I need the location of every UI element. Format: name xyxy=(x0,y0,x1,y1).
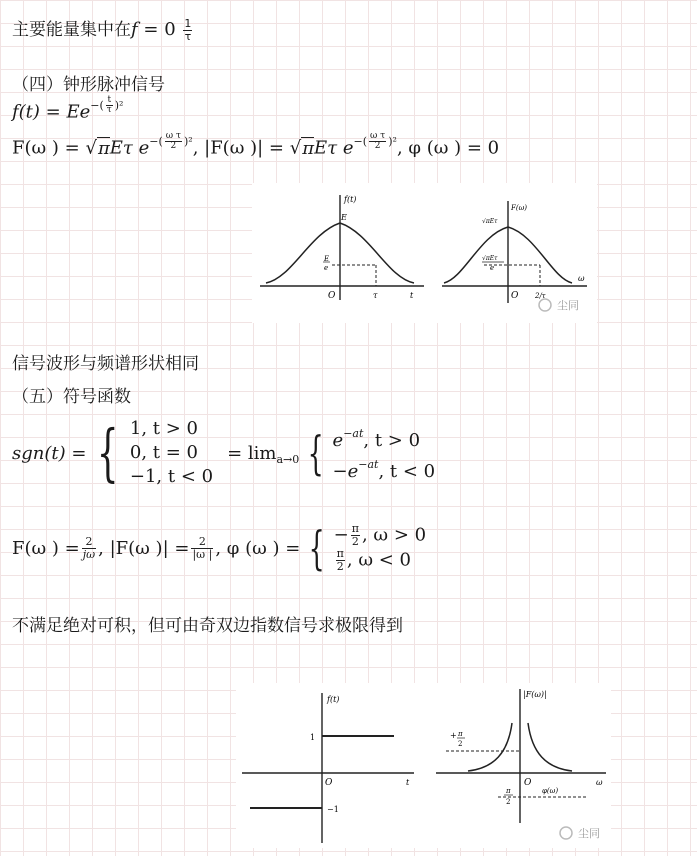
phase-brace: { xyxy=(308,521,326,575)
watermark-1-icon xyxy=(539,299,551,311)
sgn-left-xlabel: t xyxy=(406,778,410,787)
bell-spectrum-equation: F(ω ) = √πEτ $e^{-( \frac{\text{ω τ}}{2} )^2}$, |F(ω )| = √πEτ $e^{-( \frac{\text{ω τ}}{2} )^2}$, φ (ω ) = 0 xyxy=(12,131,500,159)
section5-heading: （五）符号函数 xyxy=(12,387,131,407)
sgn-right-ylabel: |F(ω)| xyxy=(523,690,547,699)
right-xtick: 2/τ xyxy=(535,292,546,300)
bell-time-exponent: −( t τ )² xyxy=(90,95,124,115)
limit-text: 不满足绝对可积，但可由奇双边指数信号求极限得到 xyxy=(12,616,403,636)
left-ylabel: f(t) xyxy=(344,195,357,204)
sgn-svg xyxy=(236,683,611,848)
energy-f: f xyxy=(131,19,138,40)
energy-fraction: $\frac{1}{\tau}$ xyxy=(184,17,192,43)
sgn-cases: 1, t > 0 0, t = 0 −1, t < 0 xyxy=(129,418,214,487)
sgn-limit-cases: $e^{-at}$, t > 0 $-e^{-at}$, t < 0 xyxy=(332,427,436,482)
section4-heading: （四）钟形脉冲信号 xyxy=(12,75,165,95)
left-origin: O xyxy=(328,291,336,301)
energy-eq: = 0 xyxy=(137,19,182,40)
left-xtick: τ xyxy=(373,291,378,300)
sgn-equation: sgn(t) = { 1, t > 0 0, t = 0 −1, t < 0 = lim a→0 { $e^{-at}$, t > 0 $-e^{-at}$, t < 0 xyxy=(12,416,436,489)
left-half-den: e xyxy=(324,264,329,272)
phase-label: φ(ω) xyxy=(542,787,559,795)
right-peak-label: √πEτ xyxy=(482,218,498,225)
phase-neg-num: π xyxy=(506,787,511,795)
sgn-right-xlabel: ω xyxy=(596,778,603,787)
bell-pulse-figure xyxy=(252,183,597,323)
right-half-den: e xyxy=(490,264,495,272)
sgn-figure xyxy=(236,683,611,848)
phase-pos-den: 2 xyxy=(458,740,463,748)
right-half-num: √πEτ xyxy=(482,255,498,262)
left-xlabel: t xyxy=(410,291,414,300)
watermark-1-text: 尘同 xyxy=(557,299,579,312)
sgn-magnitude-right xyxy=(528,723,572,771)
right-ylabel: F(ω) xyxy=(511,204,528,212)
phase-cases: − $\frac{\pi}{2}$ , ω > 0 $\frac{\pi}{2}$ , ω < 0 xyxy=(333,522,427,573)
watermark-2-text: 尘同 xyxy=(578,827,600,840)
sgn-magnitude-left xyxy=(468,723,512,771)
watermark-1 xyxy=(539,298,579,312)
left-half-num: E xyxy=(324,255,330,263)
right-xlabel: ω xyxy=(578,274,585,283)
sgn-brace: { xyxy=(97,416,120,489)
sgn-limit-brace: { xyxy=(307,426,324,480)
watermark-2-icon xyxy=(560,827,572,839)
sgn-left-ylabel: f(t) xyxy=(327,695,340,704)
sgn-right-origin: O xyxy=(524,778,532,788)
watermark-2 xyxy=(560,826,600,840)
phase-pos-sign: + xyxy=(450,731,457,740)
phase-neg-den: 2 xyxy=(506,798,511,806)
left-peak-label: E xyxy=(341,213,347,222)
sgn-spectrum-equation: F(ω ) = $\frac{2}{j\omega}$ , |F(ω )| = $\frac{2}{|\omega |}$ , φ (ω ) = { − $\frac{\pi}{2}$ , ω > 0 $\frac{\pi}{2}$ , ω < 0 xyxy=(12,521,427,575)
right-origin: O xyxy=(511,291,519,301)
sgn-left-neg: −1 xyxy=(327,805,339,814)
energy-text: 主要能量集中在 xyxy=(12,20,131,40)
same-shape-text: 信号波形与频谱形状相同 xyxy=(12,354,199,374)
bell-time-equation: $f(t) = Ee^{-( \frac{t}{\tau} )^2}$ xyxy=(12,95,124,123)
phase-pos-num: π xyxy=(458,730,463,738)
sgn-left-pos: 1 xyxy=(310,733,316,742)
bell-pulse-svg xyxy=(252,183,597,323)
sgn-left-origin: O xyxy=(325,778,333,788)
energy-line xyxy=(12,15,194,43)
